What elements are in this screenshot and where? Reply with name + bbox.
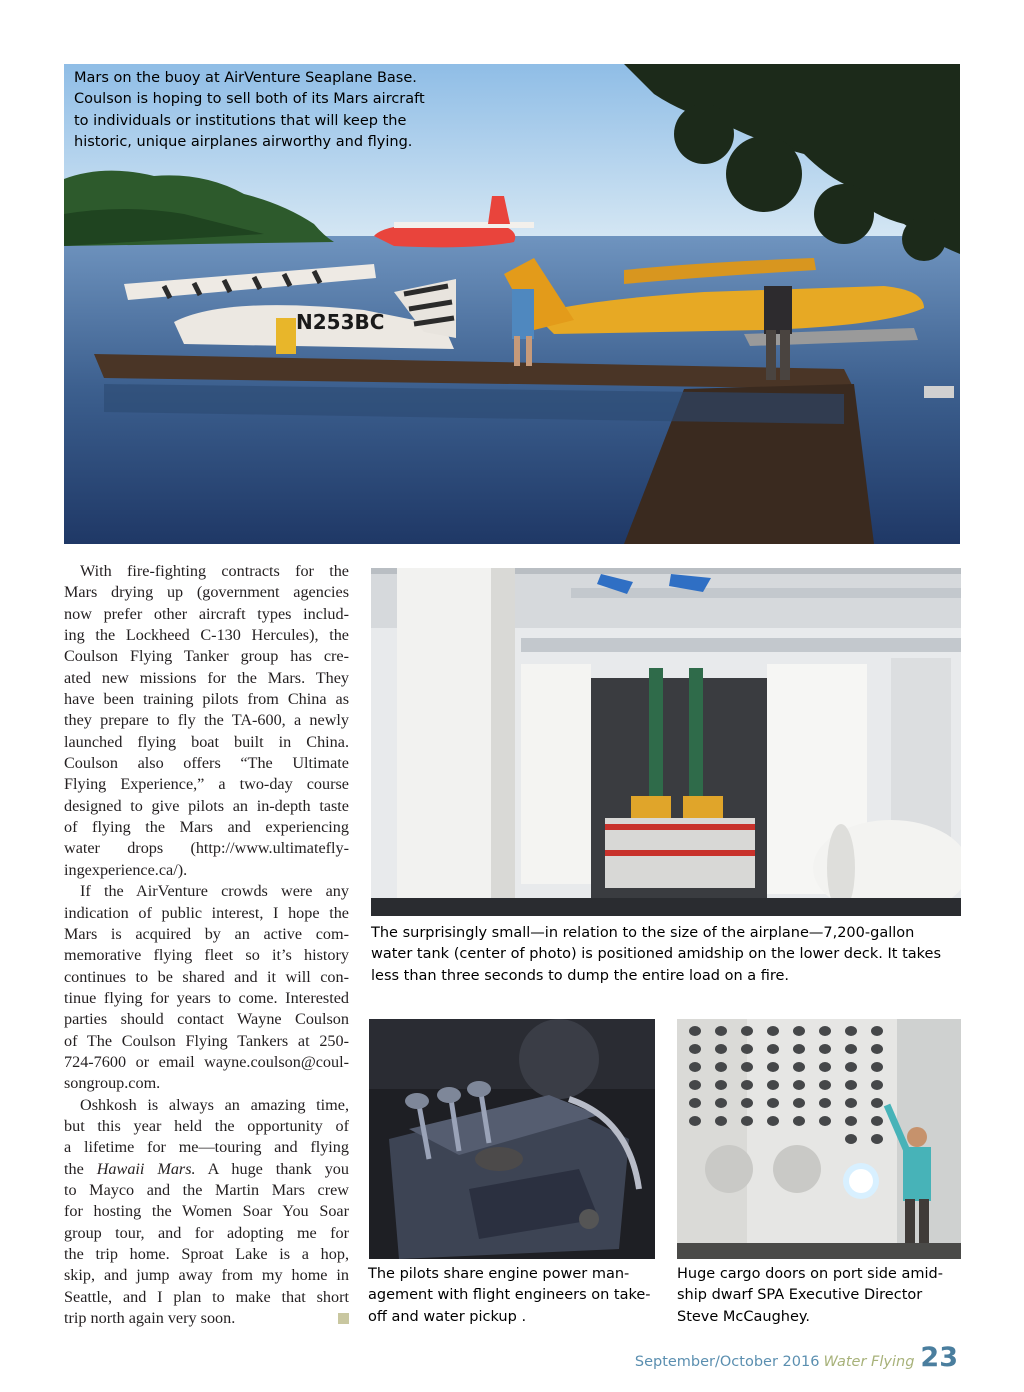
text-line: Oshkosh is always an amazing time,: [80, 1095, 349, 1114]
text-line: ated new missions for the Mars. They: [64, 668, 349, 687]
text-line: designed to give pilots an in-depth taste: [64, 796, 349, 815]
text-line: of flying the Mars and experiencing: [64, 818, 349, 837]
magazine-name: Water Flying: [823, 1354, 915, 1370]
paragraph: [64, 881, 349, 1094]
text-line: skip, and jump away from my home in: [64, 1266, 349, 1285]
text-line: now prefer other aircraft types includ-: [64, 604, 349, 623]
text-line: [64, 1308, 349, 1329]
aircraft-name: Hawaii Mars.: [96, 1159, 196, 1178]
caption-line: Huge cargo doors on port side amid-: [677, 1266, 943, 1282]
caption-line: ship dwarf SPA Executive Director: [677, 1287, 923, 1304]
article-body: [64, 561, 349, 1329]
text-line: Flying Experience,” a two-day course: [64, 775, 349, 794]
top-photo-caption: [74, 68, 454, 154]
paragraph: [64, 561, 349, 881]
throttle-quadrant-photo: [369, 1019, 655, 1259]
text-line: ing the Lockheed C-130 Hercules), the: [64, 626, 349, 645]
text-line: group tour, and for adopting me for: [64, 1223, 349, 1242]
registration-text: N253BC: [296, 310, 385, 334]
text-line: continues to be shared and it will con-: [64, 967, 349, 986]
text-line: a lifetime for me—touring and flying: [64, 1138, 349, 1157]
text-line: If the AirVenture crowds were any: [80, 882, 349, 901]
page-folio: [635, 1342, 958, 1373]
text-line: the trip home. Sproat Lake is a hop,: [64, 1245, 349, 1263]
text-run: the: [64, 1159, 97, 1178]
text-line: have been training pilots from China as: [64, 690, 349, 709]
text-run: trip north again very soon.: [64, 1309, 236, 1328]
text-line: but this year held the opportunity of: [64, 1116, 349, 1135]
text-line: memorative flying fleet so it’s history: [64, 946, 349, 965]
text-line: water drops (http://www.ultimatefly-: [64, 839, 349, 858]
caption-line: The surprisingly small—in relation to the size of the airplane—7,200-gallon: [371, 925, 915, 941]
text-line: indication of public interest, I hope the: [64, 903, 349, 922]
cargo-door-photo: [677, 1019, 961, 1259]
text-line: 724-7600 or email wayne.coulson@coul-: [64, 1052, 349, 1071]
tank-photo-caption: [371, 923, 971, 987]
caption-line: off and water pickup .: [368, 1308, 527, 1325]
text-line: With fire-fighting contracts for the: [80, 562, 349, 580]
text-line: launched flying boat built in China.: [64, 732, 349, 751]
water-tank-illustration: [371, 568, 961, 916]
water-tank-photo: [371, 568, 961, 916]
caption-line: agement with flight engineers on take-: [368, 1287, 651, 1304]
text-line: they prepare to fly the TA-600, a newly: [64, 711, 349, 730]
caption-line: to individuals or institutions that will keep the: [74, 112, 407, 129]
text-line: tinue flying for years to come. Interested: [64, 988, 349, 1007]
text-line: songroup.com.: [64, 1074, 161, 1093]
caption-line: water tank (center of photo) is positioned amidship on the lower deck. It takes: [371, 946, 942, 963]
text-line: parties should contact Wayne Coulson: [64, 1010, 349, 1029]
caption-line: historic, unique airplanes airworthy and flying.: [74, 134, 413, 151]
door-photo-caption: [677, 1264, 967, 1328]
text-line: Mars is acquired by an active com-: [64, 924, 349, 943]
text-line: Coulson also offers “The Ultimate: [64, 754, 349, 773]
text-line: of The Coulson Flying Tankers at 250-: [64, 1031, 349, 1050]
text-line: Seattle, and I plan to make that short: [64, 1287, 349, 1306]
text-line: to Mayco and the Martin Mars crew: [64, 1180, 349, 1199]
page-number: 23: [920, 1342, 958, 1373]
caption-line: less than three seconds to dump the entire load on a fire.: [371, 967, 790, 984]
end-of-article-mark: [338, 1313, 349, 1324]
text-line: [64, 1159, 349, 1180]
throttle-illustration: [369, 1019, 655, 1259]
text-line: ingexperience.ca/).: [64, 860, 188, 879]
text-line: Mars drying up (government agencies: [64, 583, 349, 602]
issue-date: September/October 2016: [634, 1354, 820, 1370]
throttle-photo-caption: [368, 1264, 668, 1328]
caption-line: Coulson is hoping to sell both of its Mars aircraft: [74, 91, 425, 108]
paragraph: [64, 1095, 349, 1330]
text-line: for hosting the Women Soar You Soar: [64, 1202, 349, 1221]
caption-line: Mars on the buoy at AirVenture Seaplane Base.: [74, 70, 417, 86]
cargo-door-illustration: [677, 1019, 961, 1259]
caption-line: Steve McCaughey.: [677, 1308, 811, 1325]
text-line: Coulson Flying Tanker group has cre-: [64, 647, 349, 666]
text-run: A huge thank you: [195, 1159, 349, 1178]
caption-line: The pilots share engine power man-: [368, 1266, 630, 1282]
